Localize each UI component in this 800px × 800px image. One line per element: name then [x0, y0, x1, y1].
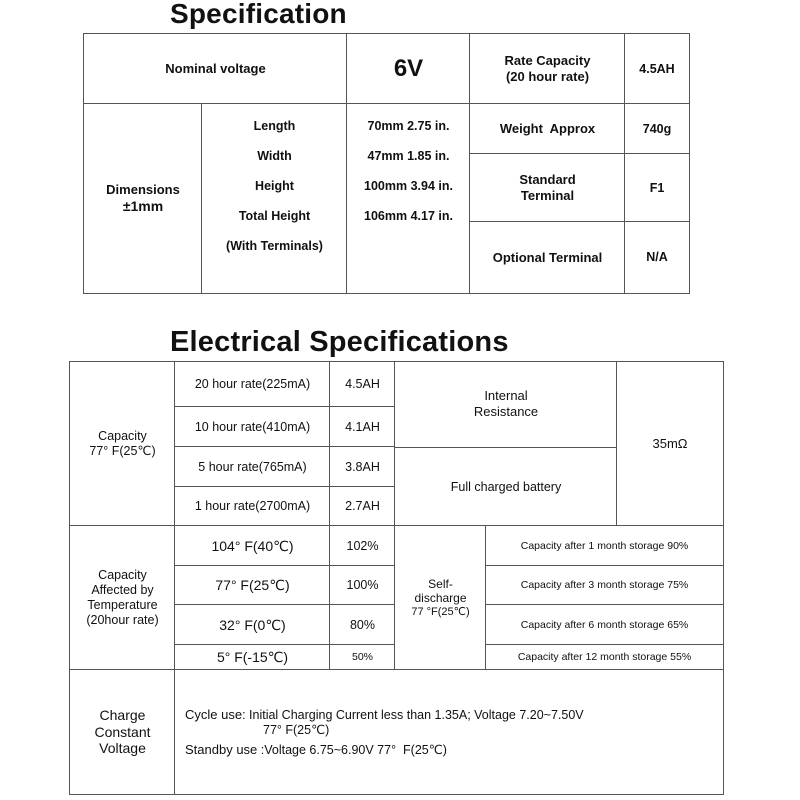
temp-104f-value: 102% [329, 525, 396, 567]
with-terminals-label: (With Terminals) [226, 239, 323, 253]
temp-104f: 104° F(40℃) [174, 525, 331, 567]
dimensions-values [346, 103, 471, 294]
dim-total-height-label: Total Height [238, 209, 311, 223]
internal-resistance-label: Internal Resistance [394, 361, 618, 449]
electrical-title: Electrical Specifications [170, 326, 509, 358]
cycle-use-label: Cycle use [185, 706, 243, 722]
spec-title: Specification [170, 0, 347, 29]
rate-capacity-label: Rate Capacity (20 hour rate) [469, 33, 626, 105]
storage-6-month: Capacity after 6 month storage 65% [485, 604, 724, 646]
dimensions-label: Dimensions ±1mm [83, 103, 203, 294]
rate-capacity-value: 4.5AH [624, 33, 690, 105]
cycle-use-text: : Initial Charging Current less than 1.35A; Voltage 7.20~7.50V [242, 707, 584, 722]
capacity-value-10h: 4.1AH [329, 406, 396, 448]
cycle-use-temp: 77° F(25℃) [263, 722, 330, 737]
temp-77f-value: 100% [329, 565, 396, 606]
capacity-rate-10h: 10 hour rate(410mA) [174, 406, 331, 448]
dim-width-label: Width [257, 149, 292, 163]
standard-terminal-label: Standard Terminal [469, 153, 626, 223]
weight-value: 740g [624, 103, 690, 155]
capacity-value-1h: 2.7AH [329, 486, 396, 527]
dim-height-label: Height [255, 179, 294, 193]
storage-12-month: Capacity after 12 month storage 55% [485, 644, 724, 671]
storage-1-month: Capacity after 1 month storage 90% [485, 525, 724, 567]
self-discharge-label: Self- discharge 77 °F(25℃) [394, 525, 487, 671]
standard-terminal-value: F1 [624, 153, 690, 223]
capacity-value-5h: 3.8AH [329, 446, 396, 488]
capacity-label: Capacity 77° F(25℃) [69, 361, 176, 527]
nominal-voltage-label: Nominal voltage [83, 33, 348, 105]
temperature-label: Capacity Affected by Temperature (20hour rate) [69, 525, 176, 671]
dim-total-height-value: 106mm 4.17 in. [364, 209, 453, 223]
charge-details [174, 669, 724, 795]
weight-label: Weight Approx [469, 103, 626, 155]
standby-use-label: Standby use [185, 741, 258, 757]
capacity-value-20h: 4.5AH [329, 361, 396, 408]
optional-terminal-value: N/A [624, 221, 690, 294]
cycle-use-line [185, 707, 584, 723]
charge-lines [185, 707, 584, 758]
capacity-rate-20h: 20 hour rate(225mA) [174, 361, 331, 408]
dim-width-value: 47mm 1.85 in. [367, 149, 450, 163]
standby-use-text: :Voltage 6.75~6.90V 77° F(25℃) [257, 742, 447, 757]
capacity-rate-5h: 5 hour rate(765mA) [174, 446, 331, 488]
temp-5f: 5° F(-15℃) [174, 644, 331, 671]
internal-resistance-value: 35mΩ [616, 361, 724, 527]
charge-constant-voltage-label: Charge Constant Voltage [69, 669, 176, 795]
nominal-voltage-value: 6V [346, 33, 471, 105]
storage-3-month: Capacity after 3 month storage 75% [485, 565, 724, 606]
capacity-rate-1h: 1 hour rate(2700mA) [174, 486, 331, 527]
temp-5f-value: 50% [329, 644, 396, 671]
temp-77f: 77° F(25℃) [174, 565, 331, 606]
temp-32f: 32° F(0℃) [174, 604, 331, 646]
dim-height-value: 100mm 3.94 in. [364, 179, 453, 193]
standby-use-line [185, 742, 584, 758]
full-charged-battery: Full charged battery [394, 447, 618, 527]
dim-length-value: 70mm 2.75 in. [367, 119, 450, 133]
optional-terminal-label: Optional Terminal [469, 221, 626, 294]
dimensions-names [201, 103, 348, 294]
temp-32f-value: 80% [329, 604, 396, 646]
dim-length-label: Length [253, 119, 296, 133]
